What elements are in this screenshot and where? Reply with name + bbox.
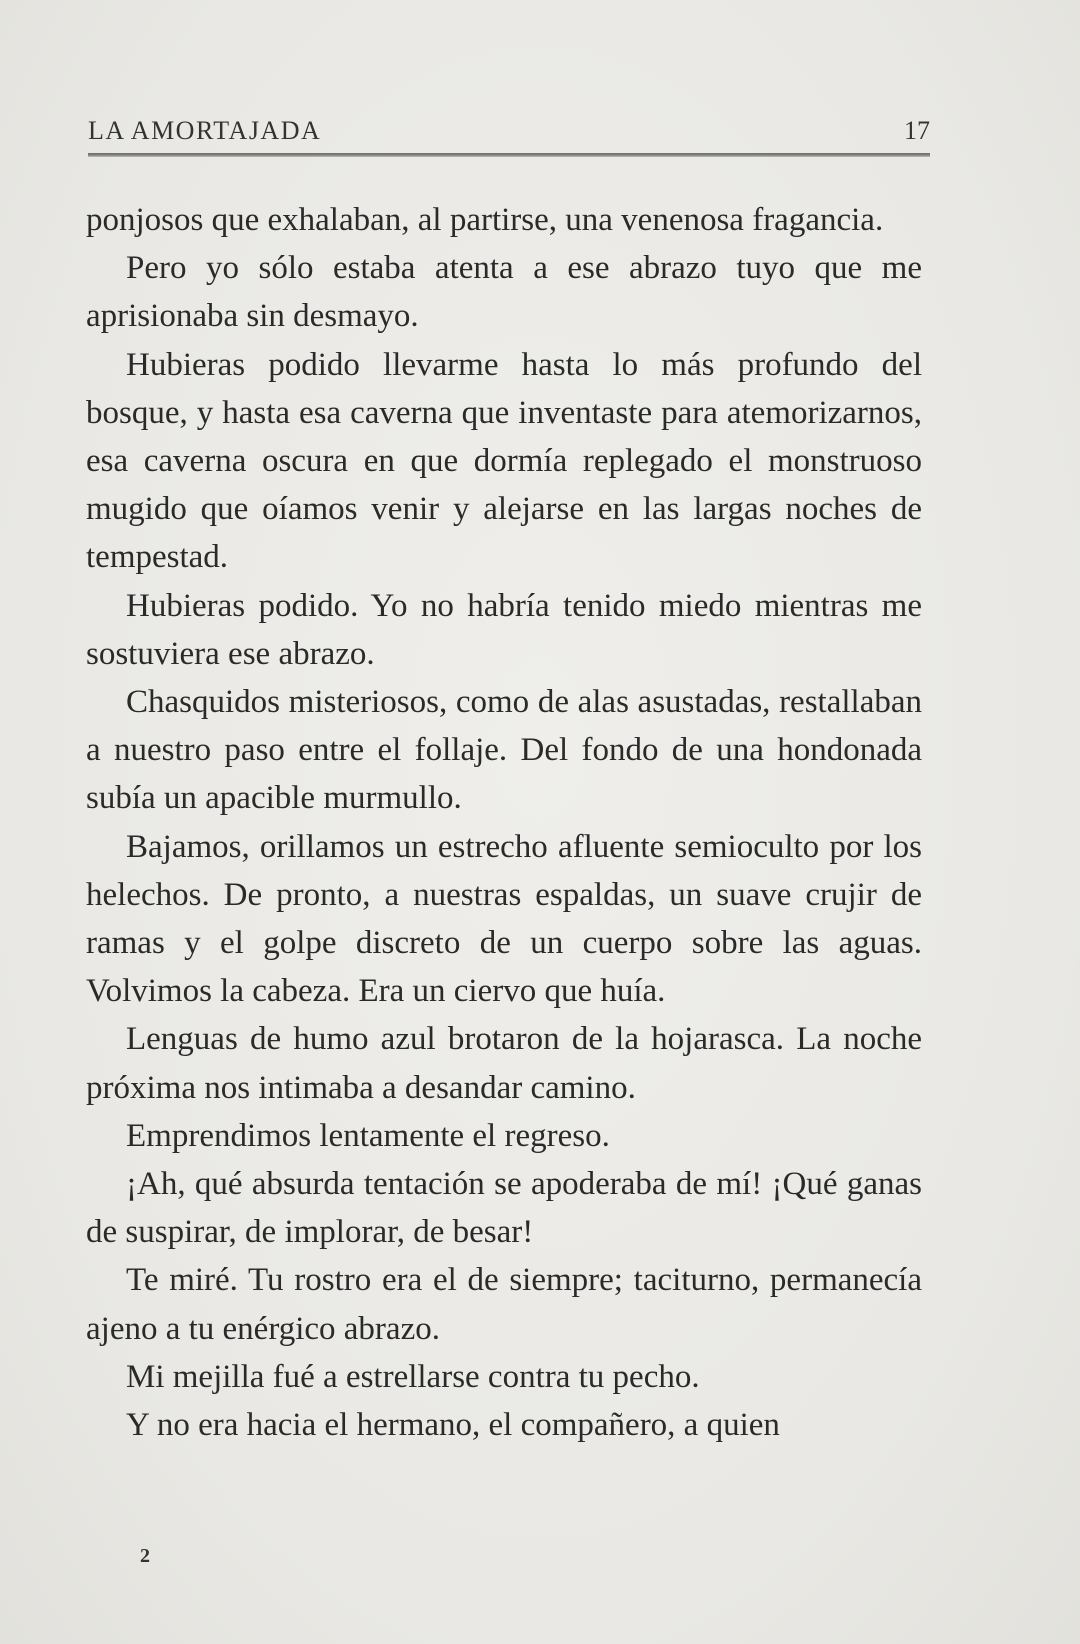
book-title: LA AMORTAJADA — [88, 116, 322, 145]
paragraph: Pero yo sólo estaba atenta a ese abrazo tuyo que me aprisionaba sin desmayo. — [86, 250, 922, 335]
paragraph: Chasquidos misteriosos, como de alas asustadas, restallaban a nuestro paso entre el follaje. Del fondo de una hondonada subía un apacible murmullo. — [86, 684, 922, 817]
paragraph: Te miré. Tu rostro era el de siempre; taciturno, permanecía ajeno a tu enérgico abrazo. — [86, 1262, 922, 1347]
page-number: 17 — [904, 116, 930, 145]
paragraph: Lenguas de humo azul brotaron de la hojarasca. La noche próxima nos intimaba a desandar camino. — [86, 1021, 922, 1106]
paragraph: Y no era hacia el hermano, el compañero, a quien — [126, 1407, 780, 1444]
paragraph: Emprendimos lentamente el regreso. — [126, 1117, 610, 1154]
header-rule — [88, 153, 930, 157]
paragraph: Hubieras podido. Yo no habría tenido miedo mientras me sostuviera ese abrazo. — [86, 587, 922, 672]
paragraph: ponjosos que exhalaban, al partirse, una venenosa fragancia. — [86, 202, 884, 238]
paragraph: Bajamos, orillamos un estrecho afluente semioculto por los helechos. De pronto, a nuestras espaldas, un suave crujir de ramas y el golpe discreto de un cuerpo sobre las aguas. Volvimos la cabeza. Era un ciervo que huía. — [86, 828, 922, 1010]
paragraph: Mi mejilla fué a estrellarse contra tu pecho. — [126, 1358, 700, 1395]
body-text — [86, 196, 922, 1449]
running-head — [88, 116, 930, 152]
paragraph: Hubieras podido llevarme hasta lo más profundo del bosque, y hasta esa caverna que inventaste para atemorizarnos, esa caverna oscura en que dormía replegado el monstruoso mugido que oíamos venir y alejarse en las largas noches de tempestad. — [86, 346, 922, 576]
signature-mark: 2 — [140, 1545, 150, 1567]
paragraph: ¡Ah, qué absurda tentación se apoderaba de mí! ¡Qué ganas de suspirar, de implorar, de besar! — [86, 1166, 922, 1251]
